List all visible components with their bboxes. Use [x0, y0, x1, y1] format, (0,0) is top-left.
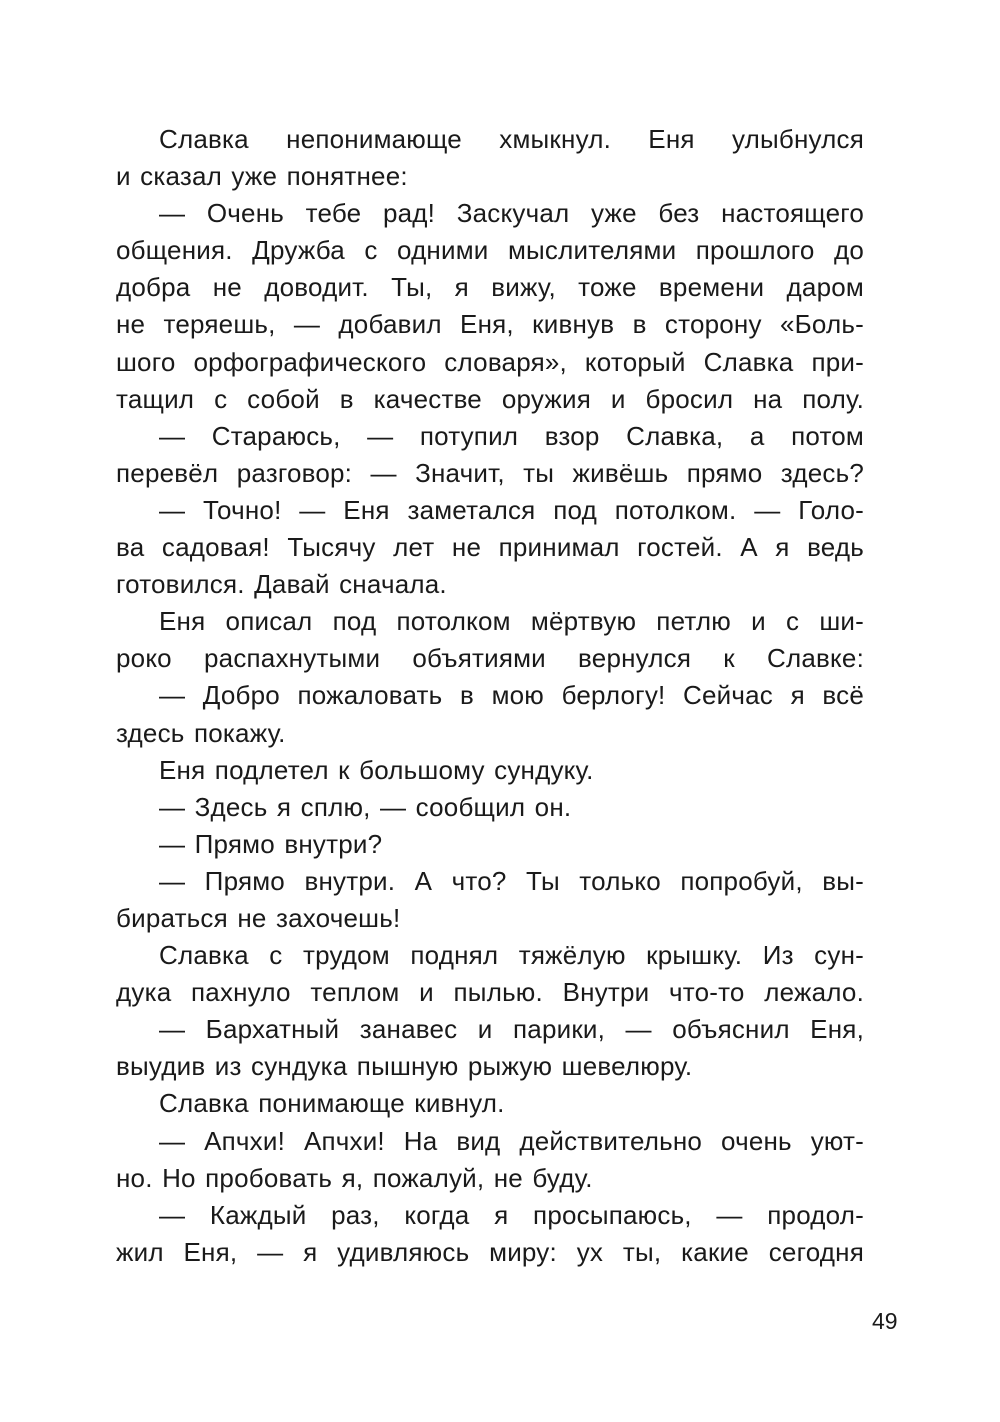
text-line: — Бархатный занавес и парики, — объяснил Еня,: [159, 1014, 864, 1045]
text-line: — Прямо внутри. А что? Ты только попробуй, вы-: [159, 865, 864, 896]
text-line: готовился. Давай сначала.: [116, 569, 447, 600]
page-number: 49: [872, 1308, 898, 1334]
text-line: добра не доводит. Ты, я вижу, тоже времени даром: [116, 272, 864, 303]
text-line: не теряешь, — добавил Еня, кивнув в сторону «Боль-: [116, 309, 864, 340]
text-line: ва садовая! Тысячу лет не принимал гостей. А я ведь: [116, 532, 864, 563]
text-line: — Здесь я сплю, — сообщил он.: [159, 791, 572, 822]
text-line: дука пахнуло теплом и пылью. Внутри что-то лежало.: [116, 977, 864, 1008]
text-line: — Апчхи! Апчхи! На вид действительно очень уют-: [159, 1125, 864, 1156]
text-line: — Прямо внутри?: [159, 828, 383, 859]
text-line: — Каждый раз, когда я просыпаюсь, — продол-: [159, 1199, 864, 1230]
text-line: и сказал уже понятнее:: [116, 161, 408, 192]
text-line: общения. Дружба с одними мыслителями прошлого до: [116, 235, 864, 266]
text-line: — Стараюсь, — потупил взор Славка, а потом: [159, 420, 864, 451]
text-line: Еня описал под потолком мёртвую петлю и с ши-: [159, 606, 864, 637]
text-line: Еня подлетел к большому сундуку.: [159, 754, 594, 785]
text-line: — Точно! — Еня заметался под потолком. — Голо-: [159, 494, 864, 525]
text-line: жил Еня, — я удивляюсь миру: ух ты, какие сегодня: [116, 1236, 864, 1267]
text-line: роко распахнутыми объятиями вернулся к Славке:: [116, 643, 864, 674]
text-line: Славка непонимающе хмыкнул. Еня улыбнулся: [159, 124, 864, 154]
text-line: — Добро пожаловать в мою берлогу! Сейчас я всё: [159, 680, 864, 711]
text-line: выудив из сундука пышную рыжую шевелюру.: [116, 1051, 693, 1082]
text-line: бираться не захочешь!: [116, 902, 401, 933]
text-line: Славка с трудом поднял тяжёлую крышку. Из сун-: [159, 940, 864, 971]
text-line: но. Но пробовать я, пожалуй, не буду.: [116, 1162, 593, 1193]
text-line: — Очень тебе рад! Заскучал уже без настоящего: [159, 198, 864, 229]
text-line: Славка понимающе кивнул.: [159, 1088, 505, 1119]
text-line: здесь покажу.: [116, 717, 286, 748]
text-line: шого орфографического словаря», который Славка при-: [116, 346, 864, 377]
text-line: перевёл разговор: — Значит, ты живёшь прямо здесь?: [116, 457, 864, 488]
page-text: [116, 121, 864, 1271]
text-line: тащил с собой в качестве оружия и бросил на полу.: [116, 383, 864, 414]
